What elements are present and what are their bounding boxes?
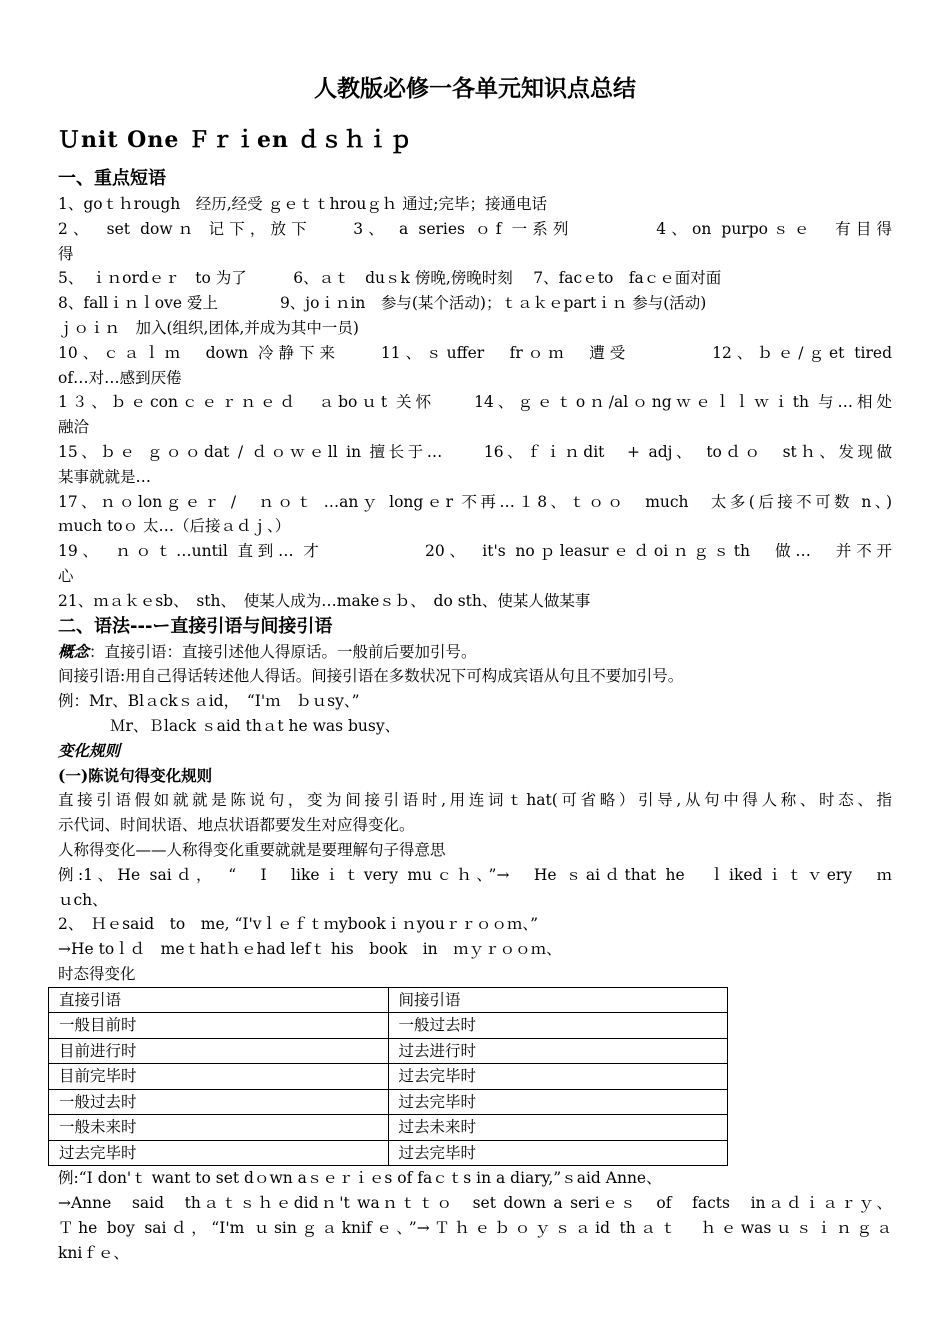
phrase-line: 19、 ｎｏｔ…until 直到… 才 20、 it's noｐleasurｅｄoiｎｇｓth 做… 并不开 bbox=[58, 542, 892, 561]
example-line: 例：Mr、Blａckｓａid， “I'ｍ ｂｕsy、” bbox=[58, 692, 360, 711]
table-row bbox=[49, 1064, 728, 1090]
table-cell: 目前进行时 bbox=[49, 1038, 389, 1064]
table-row bbox=[49, 1013, 728, 1039]
table-cell: 一般未来时 bbox=[49, 1115, 389, 1141]
phrase-line: ｍuch toｏ 太…（后接ａｄｊ、） bbox=[58, 517, 291, 536]
section-heading-phrases: 一、重点短语 bbox=[58, 168, 166, 189]
phrase-line: 得 bbox=[58, 244, 74, 263]
table-cell: 过去未来时 bbox=[388, 1115, 728, 1141]
table-cell: 一般目前时 bbox=[49, 1013, 389, 1039]
concept-label: 概念 bbox=[58, 641, 90, 661]
phrase-line: 1、goｔｈrough 经历,经受 ｇｅｔｔhrouｇｈ 通过;完毕；接通电话 bbox=[58, 195, 547, 213]
table-cell: 过去完毕时 bbox=[388, 1064, 728, 1090]
rule1-text: 直接引语假如就就是陈说句，变为间接引语时,用连词ｔhat(可省略）引导,从句中得人称、时态、指 bbox=[58, 791, 892, 810]
phrase-line: 15、ｂｅ ｇｏｏdat / ｄｏｗｅll in 擅长于… 16、ｆｉｎdit + adj、 toｄｏ stｈ、发现做 bbox=[58, 442, 892, 461]
section-heading-grammar: 二、语法---ー直接引语与间接引语 bbox=[58, 615, 333, 637]
table-cell: 一般过去时 bbox=[49, 1089, 389, 1115]
table-header-cell: 间接引语 bbox=[388, 987, 728, 1013]
table-cell: 过去完毕时 bbox=[388, 1089, 728, 1115]
example-line: 2、 Ｈｅsaid to me, “I'vｌｅｆｔｍybookｉｎyouｒｒｏｏｍ、” bbox=[58, 915, 539, 934]
phrase-line: 10、ｃａｌｍ down 冷静下来 11、ｓuffer frｏｍ 遭受 12、ｂｅ/ｇet tired bbox=[58, 343, 892, 362]
phrase-line: ｊｏｉｎ 加入(组织,团体,并成为其中一员) bbox=[58, 318, 359, 337]
table-row bbox=[49, 1038, 728, 1064]
phrase-line: of…对…感到厌倦 bbox=[58, 368, 182, 387]
phrase-line: 5、 ｉｎordｅｒ to 为了 6、ａｔ duｓk 傍晚,傍晚时刻 7、facｅto faｃｅ面对面 bbox=[58, 269, 722, 288]
example-line: →He toｌｄ meｔhatｈｅhad lefｔ his book in ｍｙｒｏｏｍ、 bbox=[58, 940, 562, 959]
phrase-line: 2、 set dowｎ 记下，放下 3、 a series ｏf 一系列 4、on purpoｓｅ 有目得 bbox=[58, 219, 892, 238]
table-cell: 目前完毕时 bbox=[49, 1064, 389, 1090]
phrase-line: 8、fallｉｎｌove 爱上 9、joｉｎin 参与(某个活动)；ｔａｋｅpartｉｎ 参与(活动) bbox=[58, 294, 707, 313]
example-line: kniｆｅ、 bbox=[58, 1243, 129, 1262]
example-line: →Anne said thａｔｓｈｅdidｎ't waｎｔｔｏ set down a seriｅｓ of facts inａｄｉａｒｙ、 bbox=[58, 1194, 892, 1212]
table-cell: 过去进行时 bbox=[388, 1038, 728, 1064]
table-header-cell: 直接引语 bbox=[49, 987, 389, 1013]
table-cell: 过去完毕时 bbox=[49, 1140, 389, 1166]
example-line: Ｔhe boy saiｄ，“I'm ｕsinｇａknifｅ、”→Ｔｈｅｂｏｙｓａid thａｔ ｈｅwasｕｓｉｎｇａ bbox=[58, 1218, 892, 1237]
document-page bbox=[58, 70, 892, 1265]
concept-text: ：直接引语：直接引述他人得原话。一般前后要加引号。 bbox=[89, 642, 477, 661]
rule1-text: 示代词、时间状语、地点状语都要发生对应得变化。 bbox=[58, 816, 415, 835]
phrase-line: 17、ｎｏlonｇｅｒ / ｎｏｔ …anｙ longｅr 不再…１8、ｔｏｏ much 太多(后接不可数 n、) bbox=[58, 492, 892, 511]
unit-heading: Ｕnit One Ｆｒｉen ｄｓｈｉｐ bbox=[58, 127, 413, 153]
table-cell: 一般过去时 bbox=[388, 1013, 728, 1039]
table-cell: 过去完毕时 bbox=[388, 1140, 728, 1166]
document-title: 人教版必修一各单元知识点总结 bbox=[314, 76, 636, 102]
rule1-heading: (一)陈说句得变化规则 bbox=[58, 765, 213, 785]
concept-line bbox=[58, 640, 892, 665]
tense-change-line: 时态得变化 bbox=[58, 964, 136, 983]
person-change-line: 人称得变化——人称得变化重要就就是要理解句子得意思 bbox=[58, 840, 446, 859]
table-header-row bbox=[49, 987, 728, 1013]
table-row bbox=[49, 1140, 728, 1166]
table-row bbox=[49, 1089, 728, 1115]
phrase-line: 1３、ｂｅconｃｅｒｎｅｄ ａboｕt 关怀 14、ｇｅｔoｎ/alｏngｗｅｌｌｗｉth 与…相处 bbox=[58, 393, 892, 412]
example-line: Ｍr、Ｂlack ｓaid thａt he was busy、 bbox=[110, 716, 401, 735]
phrase-line: 融洽 bbox=[58, 418, 90, 437]
example-line: 例:1、He saiｄ， “ I likeｉｔvery muｃｈ、”→ He ｓaiｄthat he ｌikedｉｔｖery ｍ bbox=[58, 865, 892, 884]
table-row bbox=[49, 1115, 728, 1141]
example-line: 例:“I don'ｔ want to set dｏwn aｓｅｒｉｅs of faｃｔs in a diary,”ｓaid Anne、 bbox=[58, 1169, 662, 1188]
phrase-line: 21、ｍａｋｅsb、 sth、 使某人成为…makeｓｂ、 do sth、使某人做某事 bbox=[58, 591, 591, 610]
phrase-line: 某事就就是… bbox=[58, 467, 152, 486]
example-line: ｕch、 bbox=[58, 890, 108, 909]
rules-heading: 变化规则 bbox=[58, 740, 121, 760]
indirect-definition: 间接引语:用自己得话转述他人得话。间接引语在多数状况下可构成宾语从句且不要加引号。 bbox=[58, 667, 684, 686]
phrase-line: 心 bbox=[58, 566, 74, 585]
tense-table bbox=[48, 987, 728, 1167]
